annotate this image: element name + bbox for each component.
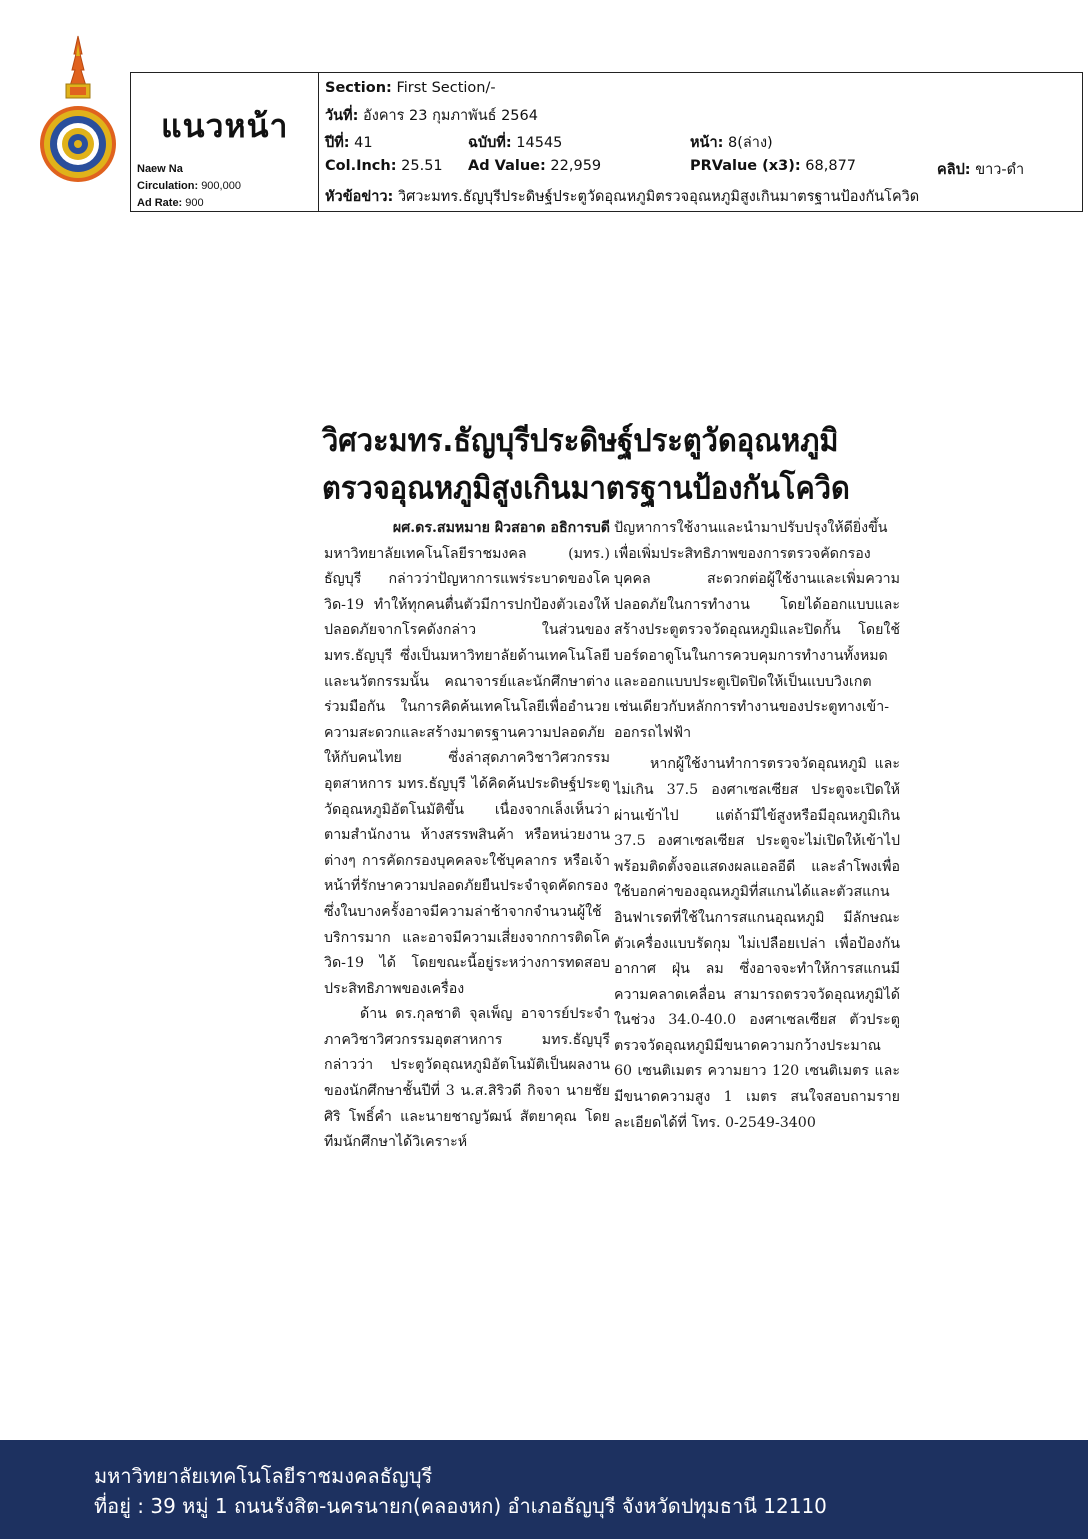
clip-value: ขาว-ดำ (975, 162, 1025, 178)
advalue-cell (468, 158, 601, 174)
footer-university: มหาวิทยาลัยเทคโนโลยีราชมงคลธัญบุรี (94, 1464, 433, 1488)
article-lead: ผศ.ดร.สมหมาย ผิวสอาด อธิการบดี (392, 520, 610, 536)
ad-rate-label: Ad Rate: (137, 197, 183, 209)
article-paragraph-text: ปัญหาการใช้งานและนำมาปรับปรุงให้ดียิ่งขึ้น เพื่อเพิ่มประสิทธิภาพของการตรวจคัดกรองบุคคล สะดวกต่อผู้ใช้งานและเพิ่มความปลอดภัยในการทำงาน โดยได้ออกแบบและสร้างประตูตรวจวัดอุณหภูมิและปิดกั้น โดยใช้บอร์ดอาดูโนในการควบคุมการทำงานทั้งหมด และออกแบบประตูเปิดปิดให้เป็นแบบวิงเกต เช่นเดียวกับหลักการทำงานของประตูทางเข้า-ออกรถไฟฟ้า (614, 520, 900, 741)
newspaper-name: แนวหน้า (161, 107, 289, 145)
colinch-value: 25.51 (401, 158, 443, 174)
article-title-line-1: วิศวะมทร.ธัญบุรีประดิษฐ์ประตูวัดอุณหภูมิ (322, 421, 839, 459)
date-value: อังคาร 23 กุมภาพันธ์ 2564 (363, 108, 538, 124)
prvalue-label: PRValue (x3): (690, 158, 801, 174)
footer-banner (0, 1440, 1088, 1539)
prvalue-cell (690, 158, 856, 174)
article-column-1 (324, 516, 610, 1156)
clip-label: คลิป: (937, 162, 971, 178)
issue-label: ฉบับที่: (468, 135, 512, 151)
article-title-line-2: ตรวจอุณหภูมิสูงเกินมาตรฐานป้องกันโควิด (322, 469, 850, 507)
headline-row (325, 185, 1076, 208)
headline-label: หัวข้อข่าว: (325, 189, 394, 205)
page-cell (690, 131, 773, 154)
section-label: Section: (325, 80, 392, 96)
colinch-cell (325, 158, 443, 174)
clip-cell (937, 158, 1024, 181)
circulation-value: 900,000 (201, 180, 241, 192)
date-row (325, 104, 1076, 127)
issue-value: 14545 (516, 135, 563, 151)
prvalue-value: 68,877 (805, 158, 857, 174)
article-paragraph-text: มหาวิทยาลัยเทคโนโลยีราชมงคล (มทร.) ธัญบุรี กล่าวว่าปัญหาการแพร่ระบาดของโควิด-19 ทำให้ทุกคนตื่นตัวมีการปกป้องตัวเองให้ปลอดภัยจากโรคดังกล่าว ในส่วนของ มทร.ธัญบุรี ซึ่งเป็นมหาวิทยาลัยด้านเทคโนโลยีและนวัตกรรมนั้น คณาจารย์และนักศึกษาต่างร่วมมือกัน ในการคิดค้นเทคโนโลยีเพื่ออำนวยความสะดวกและสร้างมาตรฐานความปลอดภัยให้กับคนไทย ซึ่งล่าสุดภาควิชาวิศวกรรมอุตสาหการ มทร.ธัญบุรี ได้คิดค้นประดิษฐ์ประตูวัดอุณหภูมิอัตโนมัติขึ้น เนื่องจากเล็งเห็นว่าตามสำนักงาน ห้างสรรพสินค้า หรือหน่วยงานต่างๆ การคัดกรองบุคคลจะใช้บุคลากร หรือเจ้าหน้าที่รักษาความปลอดภัยยืนประจำจุดคัดกรอง ซึ่งในบางครั้งอาจมีความล่าช้าจากจำนวนผู้ใช้บริการมาก และอาจมีความเสี่ยงจากการติดโควิด-19 ได้ โดยขณะนี้อยู่ระหว่างการทดสอบประสิทธิภาพของเครื่อง (324, 545, 610, 997)
year-cell (325, 131, 373, 154)
circulation-label: Circulation: (137, 180, 199, 192)
clipping-header (130, 72, 1083, 212)
newspaper-info (131, 73, 319, 211)
article-column-2 (614, 516, 900, 1136)
issue-cell (468, 131, 562, 154)
ad-rate (137, 197, 204, 209)
ad-rate-value: 900 (185, 197, 204, 209)
year-value: 41 (354, 135, 373, 151)
advalue-label: Ad Value: (468, 158, 546, 174)
date-label: วันที่: (325, 108, 359, 124)
newspaper-name-en-text: Naew Na (137, 163, 183, 175)
newspaper-name-en (137, 163, 183, 175)
circulation (137, 180, 241, 192)
article-paragraph-text: ด้าน ดร.กุลชาติ จุลเพ็ญ อาจารย์ประจำภาควิชาวิศวกรรมอุตสาหการ มทร.ธัญบุรี กล่าวว่า ประตูวัดอุณหภูมิอัตโนมัติเป็นผลงานของนักศึกษาชั้นปีที่ 3 น.ส.สิริวดี กิจจา นายชัยศิริ โพธิ์คำ และนายชาญวัฒน์ สัตยาคุณ โดยทีมนักศึกษาได้วิเคราะห์ (324, 1006, 610, 1151)
section-row (325, 80, 1076, 96)
article-paragraph (614, 752, 900, 1136)
article-paragraph (324, 516, 610, 1002)
university-emblem-icon (38, 34, 118, 184)
article-title (322, 416, 902, 511)
article-paragraph-text: หากผู้ใช้งานทำการตรวจวัดอุณหภูมิ และไม่เกิน 37.5 องศาเซลเซียส ประตูจะเปิดให้ผ่านเข้าไป แต่ถ้ามีไข้สูงหรือมีอุณหภูมิเกิน 37.5 องศาเซลเซียส ประตูจะไม่เปิดให้เข้าไป พร้อมติดตั้งจอแสดงผลแอลอีดี และลำโพงเพื่อใช้บอกค่าของอุณหภูมิที่สแกนได้และตัวสแกนอินฟาเรดที่ใช้ในการสแกนอุณหภูมิ มีลักษณะตัวเครื่องแบบรัดกุม ไม่เปลือยเปล่า เพื่อป้องกันอากาศ ฝุ่น ลม ซึ่งอาจจะทำให้การสแกนมีความคลาดเคลื่อน สามารถตรวจวัดอุณหภูมิได้ในช่วง 34.0-40.0 องศาเซลเซียส ตัวประตูตรวจวัดอุณหภูมิมีขนาดความกว้างประมาณ 60 เซนติเมตร ความยาว 120 เซนติเมตร และมีขนาดความสูง 1 เมตร สนใจสอบถามรายละเอียดได้ที่ โทร. 0-2549-3400 (614, 756, 900, 1131)
year-label: ปีที่: (325, 135, 350, 151)
advalue-value: 22,959 (550, 158, 602, 174)
page-value: 8(ล่าง) (728, 135, 773, 151)
article-paragraph (324, 1002, 610, 1156)
article-paragraph (614, 516, 900, 746)
page-label: หน้า: (690, 135, 724, 151)
footer-address: ที่อยู่ : 39 หมู่ 1 ถนนรังสิต-นครนายก(คลองหก) อำเภอธัญบุรี จังหวัดปทุมธานี 12110 (94, 1494, 827, 1518)
section-value: First Section/- (396, 80, 496, 96)
colinch-label: Col.Inch: (325, 158, 397, 174)
clipping-details (319, 73, 1082, 211)
headline-value: วิศวะมทร.ธัญบุรีประดิษฐ์ประตูวัดอุณหภูมิตรวจอุณหภูมิสูงเกินมาตรฐานป้องกันโควิด (397, 189, 920, 205)
